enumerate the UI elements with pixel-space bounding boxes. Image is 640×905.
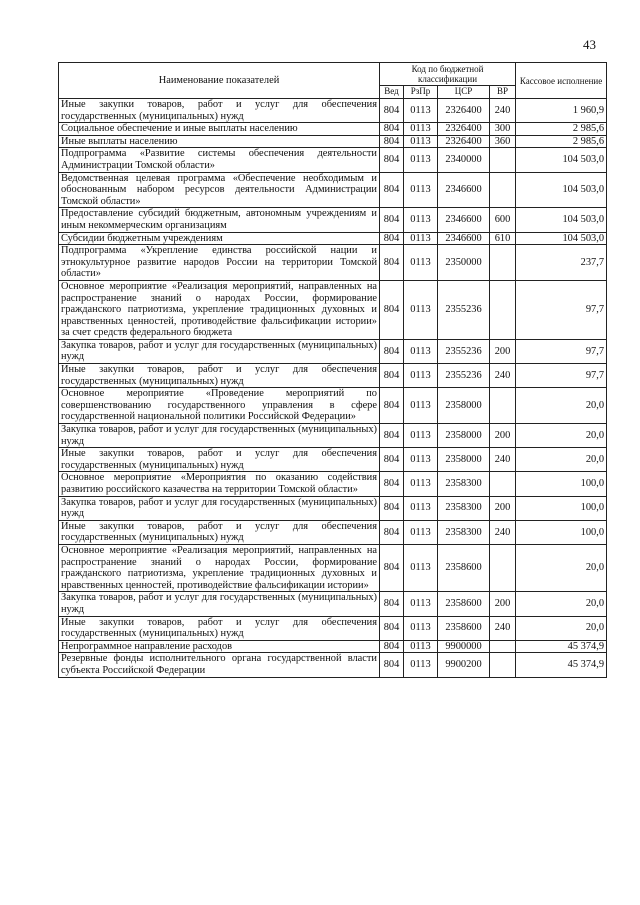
row-name: Подпрограмма «Укрепление единства российской нации и этнокультурное развитие народов России на территории Томской области» [59,245,380,281]
row-rzpr: 0113 [404,448,438,472]
row-amount: 20,0 [516,544,607,591]
row-amount: 2 985,6 [516,135,607,148]
row-ved: 804 [380,123,404,136]
row-amount: 20,0 [516,616,607,640]
row-name: Закупка товаров, работ и услуг для государственных (муниципальных) нужд [59,424,380,448]
header-code-group: Код по бюджетной классификации [380,63,516,86]
table-row [59,245,607,281]
row-name: Закупка товаров, работ и услуг для государственных (муниципальных) нужд [59,496,380,520]
row-vr [490,640,516,653]
table-row [59,640,607,653]
row-ved: 804 [380,99,404,123]
row-name: Иные закупки товаров, работ и услуг для обеспечения государственных (муниципальных) нужд [59,520,380,544]
row-vr [490,245,516,281]
table-row [59,232,607,245]
row-rzpr: 0113 [404,592,438,616]
row-ved: 804 [380,472,404,496]
row-rzpr: 0113 [404,472,438,496]
table-row [59,496,607,520]
table-row [59,388,607,424]
row-vr: 600 [490,208,516,232]
row-csr: 2326400 [438,123,490,136]
row-rzpr: 0113 [404,232,438,245]
row-ved: 804 [380,616,404,640]
table-header-row [59,63,607,86]
row-vr: 200 [490,339,516,363]
row-name: Иные закупки товаров, работ и услуг для обеспечения государственных (муниципальных) нужд [59,99,380,123]
row-ved: 804 [380,424,404,448]
row-rzpr: 0113 [404,99,438,123]
row-rzpr: 0113 [404,245,438,281]
row-vr [490,653,516,677]
row-rzpr: 0113 [404,339,438,363]
row-vr: 240 [490,99,516,123]
row-rzpr: 0113 [404,653,438,677]
table-row [59,339,607,363]
row-csr: 2346600 [438,208,490,232]
row-name: Иные закупки товаров, работ и услуг для обеспечения государственных (муниципальных) нужд [59,616,380,640]
row-csr: 2326400 [438,99,490,123]
table-row [59,653,607,677]
row-name: Непрограммное направление расходов [59,640,380,653]
row-rzpr: 0113 [404,135,438,148]
row-rzpr: 0113 [404,123,438,136]
row-amount: 1 960,9 [516,99,607,123]
row-name: Предоставление субсидий бюджетным, автономным учреждениям и иным некоммерческим организациям [59,208,380,232]
row-amount: 97,7 [516,364,607,388]
row-csr: 2358000 [438,388,490,424]
row-ved: 804 [380,135,404,148]
row-csr: 2358000 [438,424,490,448]
header-name: Наименование показателей [59,63,380,99]
table-row [59,520,607,544]
row-vr [490,472,516,496]
row-amount: 100,0 [516,472,607,496]
row-vr [490,280,516,339]
row-csr: 2358300 [438,520,490,544]
row-rzpr: 0113 [404,364,438,388]
row-name: Иные закупки товаров, работ и услуг для обеспечения государственных (муниципальных) нужд [59,364,380,388]
row-csr: 2358600 [438,616,490,640]
row-amount: 104 503,0 [516,148,607,172]
row-csr: 2346600 [438,232,490,245]
row-rzpr: 0113 [404,280,438,339]
row-csr: 2358300 [438,496,490,520]
row-rzpr: 0113 [404,148,438,172]
row-csr: 2350000 [438,245,490,281]
row-name: Основное мероприятие «Мероприятия по оказанию содействия развитию российского казачества на территории Томской области» [59,472,380,496]
table-row [59,208,607,232]
header-rzpr: РзПр [404,86,438,99]
row-amount: 237,7 [516,245,607,281]
row-csr: 2358000 [438,448,490,472]
row-name: Социальное обеспечение и иные выплаты населению [59,123,380,136]
table-row [59,592,607,616]
header-execution: Кассовое исполнение [516,63,607,99]
row-name: Основное мероприятие «Проведение мероприятий по совершенствованию государственного управления в сфере государственной национальной политики Российской Федерации» [59,388,380,424]
row-amount: 104 503,0 [516,232,607,245]
row-amount: 97,7 [516,339,607,363]
row-ved: 804 [380,339,404,363]
row-amount: 20,0 [516,448,607,472]
row-amount: 20,0 [516,592,607,616]
row-csr: 2358600 [438,544,490,591]
row-csr: 2346600 [438,172,490,208]
header-vr: ВР [490,86,516,99]
table-row [59,280,607,339]
row-amount: 100,0 [516,496,607,520]
row-rzpr: 0113 [404,640,438,653]
row-ved: 804 [380,544,404,591]
row-vr [490,148,516,172]
table-row [59,99,607,123]
row-csr: 2355236 [438,280,490,339]
row-csr: 2358300 [438,472,490,496]
row-ved: 804 [380,364,404,388]
row-vr: 240 [490,364,516,388]
table-row [59,148,607,172]
row-ved: 804 [380,208,404,232]
row-amount: 45 374,9 [516,640,607,653]
row-vr: 200 [490,424,516,448]
row-rzpr: 0113 [404,496,438,520]
row-ved: 804 [380,388,404,424]
row-ved: 804 [380,232,404,245]
table-row [59,544,607,591]
row-amount: 20,0 [516,424,607,448]
row-ved: 804 [380,148,404,172]
row-rzpr: 0113 [404,544,438,591]
row-csr: 2355236 [438,364,490,388]
row-csr: 2340000 [438,148,490,172]
table-row [59,364,607,388]
row-vr [490,172,516,208]
row-name: Резервные фонды исполнительного органа государственной власти субъекта Российской Федерации [59,653,380,677]
row-name: Закупка товаров, работ и услуг для государственных (муниципальных) нужд [59,592,380,616]
row-ved: 804 [380,653,404,677]
row-amount: 2 985,6 [516,123,607,136]
row-rzpr: 0113 [404,388,438,424]
table-row [59,448,607,472]
row-ved: 804 [380,640,404,653]
row-amount: 20,0 [516,388,607,424]
row-vr: 360 [490,135,516,148]
row-amount: 100,0 [516,520,607,544]
row-name: Закупка товаров, работ и услуг для государственных (муниципальных) нужд [59,339,380,363]
table-row [59,135,607,148]
header-ved: Вед [380,86,404,99]
row-csr: 2358600 [438,592,490,616]
row-ved: 804 [380,172,404,208]
row-vr [490,388,516,424]
table-row [59,472,607,496]
table-row [59,616,607,640]
row-name: Подпрограмма «Развитие системы обеспечения деятельности Администрации Томской области» [59,148,380,172]
row-rzpr: 0113 [404,208,438,232]
page-number: 43 [583,37,596,52]
row-ved: 804 [380,592,404,616]
row-vr: 200 [490,592,516,616]
row-ved: 804 [380,496,404,520]
table-row [59,123,607,136]
table-row [59,424,607,448]
row-rzpr: 0113 [404,616,438,640]
row-vr [490,544,516,591]
row-ved: 804 [380,448,404,472]
row-rzpr: 0113 [404,172,438,208]
table-body [59,99,607,678]
row-csr: 2326400 [438,135,490,148]
row-amount: 97,7 [516,280,607,339]
budget-table [58,62,607,678]
row-ved: 804 [380,280,404,339]
row-vr: 240 [490,616,516,640]
row-amount: 104 503,0 [516,172,607,208]
row-vr: 300 [490,123,516,136]
row-name: Основное мероприятие «Реализация мероприятий, направленных на распространение знаний о народах России, формирование гражданского патриотизма, укрепление традиционных духовных и нравственных ценностей, противодействие фальсификации истории» за счет средств федерального бюджета [59,280,380,339]
row-vr: 200 [490,496,516,520]
row-name: Ведомственная целевая программа «Обеспечение необходимым и обоснованным набором ресурсов деятельности Администрации Томской области» [59,172,380,208]
row-name: Иные закупки товаров, работ и услуг для обеспечения государственных (муниципальных) нужд [59,448,380,472]
row-name: Иные выплаты населению [59,135,380,148]
row-csr: 9900000 [438,640,490,653]
row-rzpr: 0113 [404,520,438,544]
row-csr: 2355236 [438,339,490,363]
row-name: Субсидии бюджетным учреждениям [59,232,380,245]
row-name: Основное мероприятие «Реализация мероприятий, направленных на распространение знаний о народах России, формирование гражданского патриотизма, укрепление традиционных духовных и нравственных ценностей, противодействие фальсификации истории» [59,544,380,591]
table-row [59,172,607,208]
row-vr: 610 [490,232,516,245]
row-rzpr: 0113 [404,424,438,448]
row-amount: 45 374,9 [516,653,607,677]
row-ved: 804 [380,245,404,281]
row-ved: 804 [380,520,404,544]
row-vr: 240 [490,448,516,472]
header-csr: ЦСР [438,86,490,99]
row-amount: 104 503,0 [516,208,607,232]
row-csr: 9900200 [438,653,490,677]
row-vr: 240 [490,520,516,544]
